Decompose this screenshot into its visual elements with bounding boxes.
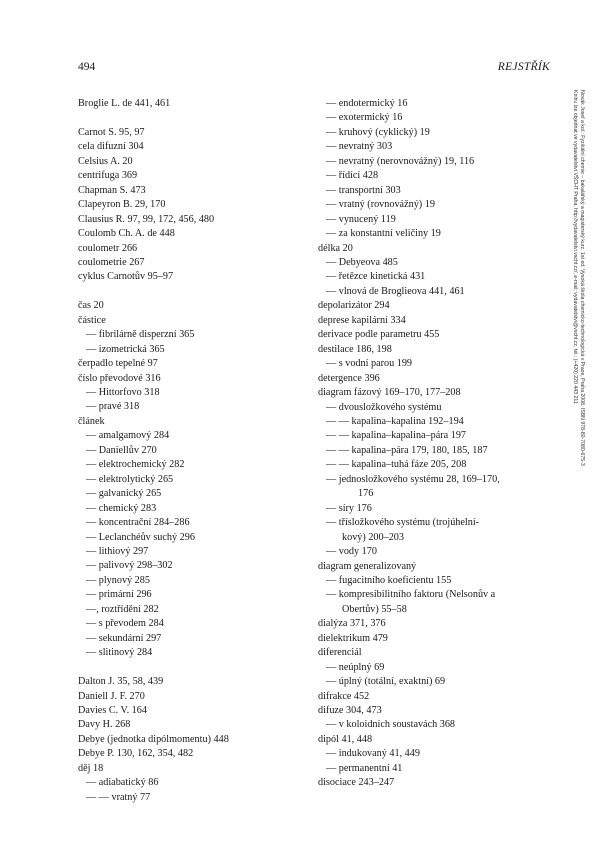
copyright-sidebar: [572, 90, 599, 570]
index-entry: disociace 243–247: [318, 777, 395, 789]
index-entry: — — kapalina–kapalina–pára 197: [326, 430, 467, 442]
index-entry: dielektrikum 479: [318, 632, 388, 644]
index-entry: Daniell J. F. 270: [78, 690, 145, 702]
index-entry: — — vratný 77: [86, 791, 151, 803]
copyright-line-1: Novák Josef a kol.: Fyzikální chemie – bakalářský a magisterský kurz. 1st ed. Vysoká škola chemicko-technologická v Praze, Praha 2008. ISBN 978-80-7080-675-3: [579, 90, 585, 466]
index-entry: cela difuzní 304: [78, 141, 144, 153]
index-entry: difuze 304, 473: [318, 705, 382, 717]
index-entry: Dalton J. 35, 58, 439: [78, 676, 164, 688]
index-entry: — vratný (rovnovážný) 19: [326, 199, 435, 211]
running-head: REJSTŘÍK: [497, 61, 550, 73]
index-entry: čerpadlo tepelné 97: [78, 358, 158, 370]
index-entry: — Leclanchéův suchý 296: [86, 531, 195, 543]
index-entry: — vynucený 119: [326, 213, 396, 225]
index-entry: — elektrochemický 282: [86, 459, 185, 471]
index-entry: destilace 186, 198: [318, 343, 392, 355]
index-entry: — chemický 283: [86, 502, 157, 514]
index-entry: — primární 296: [86, 589, 152, 601]
index-entry: — koncentrační 284–286: [86, 517, 190, 529]
index-entry: coulometrie 267: [78, 256, 145, 268]
index-entry: — izometrická 365: [86, 343, 165, 355]
index-entry: derivace podle parametru 455: [318, 329, 440, 341]
index-entry: — řetězce kinetická 431: [326, 271, 426, 283]
index-entry: děj 18: [78, 762, 104, 774]
index-entry: diferenciál: [318, 647, 362, 659]
index-entry: diagram fázový 169–170, 177–208: [318, 387, 461, 399]
index-entry: — exotermický 16: [326, 112, 403, 124]
index-gap: [78, 285, 293, 299]
index-entry: — adiabatický 86: [86, 777, 159, 789]
index-entry: — v koloidních soustavách 368: [326, 719, 456, 731]
index-entry: — permanentní 41: [326, 762, 403, 774]
index-gap: [78, 111, 293, 125]
index-entry: kový) 200–203: [342, 531, 404, 543]
index-entry: — za konstantní veličiny 19: [326, 228, 441, 240]
index-entry: dialýza 371, 376: [318, 618, 386, 630]
copyright-line-2: Knihu lze objednat ve vydavatelství VŠCHT Praha, http://vydavatelstvi.vscht.cz/, e-mail: vydavatelstvi@vscht.cz, tel.: (+420) 220 443 211: [572, 90, 578, 404]
index-entry: deprese kapilární 334: [318, 314, 406, 326]
index-entry: — neúplný 69: [326, 661, 385, 673]
index-entry: coulometr 266: [78, 242, 138, 254]
index-entry: Obertův) 55–58: [342, 603, 407, 615]
index-entry: — transportní 303: [326, 184, 401, 196]
index-entry: — s vodní parou 199: [326, 358, 413, 370]
index-entry: 176: [358, 488, 374, 500]
index-entry: Davy H. 268: [78, 719, 131, 731]
index-entry: — pravé 318: [86, 401, 140, 413]
index-entry: — endotermický 16: [326, 98, 408, 109]
index-entry: centrifuga 369: [78, 170, 138, 182]
index-entry: Davies C. V. 164: [78, 704, 147, 716]
index-entry: depolarizátor 294: [318, 300, 390, 312]
index-entry: — — kapalina–kapalina 192–194: [326, 415, 464, 427]
index-entry: Celsius A. 20: [78, 155, 133, 167]
index-entry: Debye (jednotka dipólmomentu) 448: [78, 733, 229, 745]
index-entry: — vlnová de Broglieova 441, 461: [326, 285, 465, 297]
index-entry: — třísložkového systému (trojúhelní-: [326, 517, 480, 529]
index-entry: — Hittorfovo 318: [86, 387, 160, 399]
index-entry: difrakce 452: [318, 690, 370, 702]
index-entry: — — kapalina–pára 179, 180, 185, 187: [326, 444, 488, 456]
index-entry: — jednosložkového systému 28, 169–170,: [326, 473, 500, 485]
index-gap: [78, 661, 293, 675]
index-entry: — kompresibilitního faktoru (Nelsonův a: [326, 589, 496, 601]
index-entry: Chapman S. 473: [78, 184, 146, 196]
index-entry: — nevratný (nerovnovážný) 19, 116: [326, 155, 475, 167]
index-entry: — lithiový 297: [86, 546, 149, 558]
index-entry: — fibrilárně disperzní 365: [86, 329, 195, 341]
page-number: 494: [78, 61, 96, 73]
index-entry: — — kapalina–tuhá fáze 205, 208: [326, 459, 467, 471]
index-entry: Clausius R. 97, 99, 172, 456, 480: [78, 213, 215, 225]
index-entry: číslo převodové 316: [78, 372, 161, 384]
index-entry: cyklus Carnotův 95–97: [78, 271, 174, 283]
index-entry: — indukovaný 41, 449: [326, 748, 420, 760]
index-entry: — galvanický 265: [86, 488, 162, 500]
index-entry: — fugacitního koeficientu 155: [326, 574, 452, 586]
index-entry: — elektrolytický 265: [86, 473, 174, 485]
index-entry: — Daniellův 270: [86, 444, 157, 456]
index-entry: — dvousložkového systému: [326, 401, 442, 413]
index-column-right: [318, 97, 531, 791]
index-entry: detergence 396: [318, 372, 380, 384]
index-entry: čas 20: [78, 300, 104, 312]
index-entry: Coulomb Ch. A. de 448: [78, 228, 175, 240]
index-entry: — řídící 428: [326, 170, 379, 182]
index-entry: dipól 41, 448: [318, 733, 373, 745]
index-entry: — amalgamový 284: [86, 430, 170, 442]
index-entry: Clapeyron B. 29, 170: [78, 199, 166, 211]
index-entry: — nevratný 303: [326, 141, 393, 153]
index-entry: —, roztřídění 282: [86, 603, 159, 615]
index-entry: diagram generalizovaný: [318, 560, 417, 572]
index-entry: Broglie L. de 441, 461: [78, 98, 171, 109]
index-entry: částice: [78, 314, 106, 326]
index-entry: — palivový 298–302: [86, 560, 173, 572]
index-entry: článek: [78, 415, 105, 427]
index-entry: Debye P. 130, 162, 354, 482: [78, 748, 194, 760]
index-entry: — slitinový 284: [86, 647, 153, 659]
index-entry: — plynový 285: [86, 574, 150, 586]
index-entry: — síry 176: [326, 502, 372, 514]
index-entry: délka 20: [318, 242, 353, 254]
index-entry: — úplný (totální, exaktní) 69: [326, 676, 446, 688]
index-entry: — Debyeova 485: [326, 256, 398, 268]
index-entry: Carnot S. 95, 97: [78, 126, 145, 138]
index-entry: — sekundární 297: [86, 632, 162, 644]
index-entry: — s převodem 284: [86, 618, 164, 630]
index-entry: — kruhový (cyklický) 19: [326, 126, 430, 138]
index-entry: — vody 170: [326, 546, 377, 558]
index-column-left: [78, 97, 293, 805]
